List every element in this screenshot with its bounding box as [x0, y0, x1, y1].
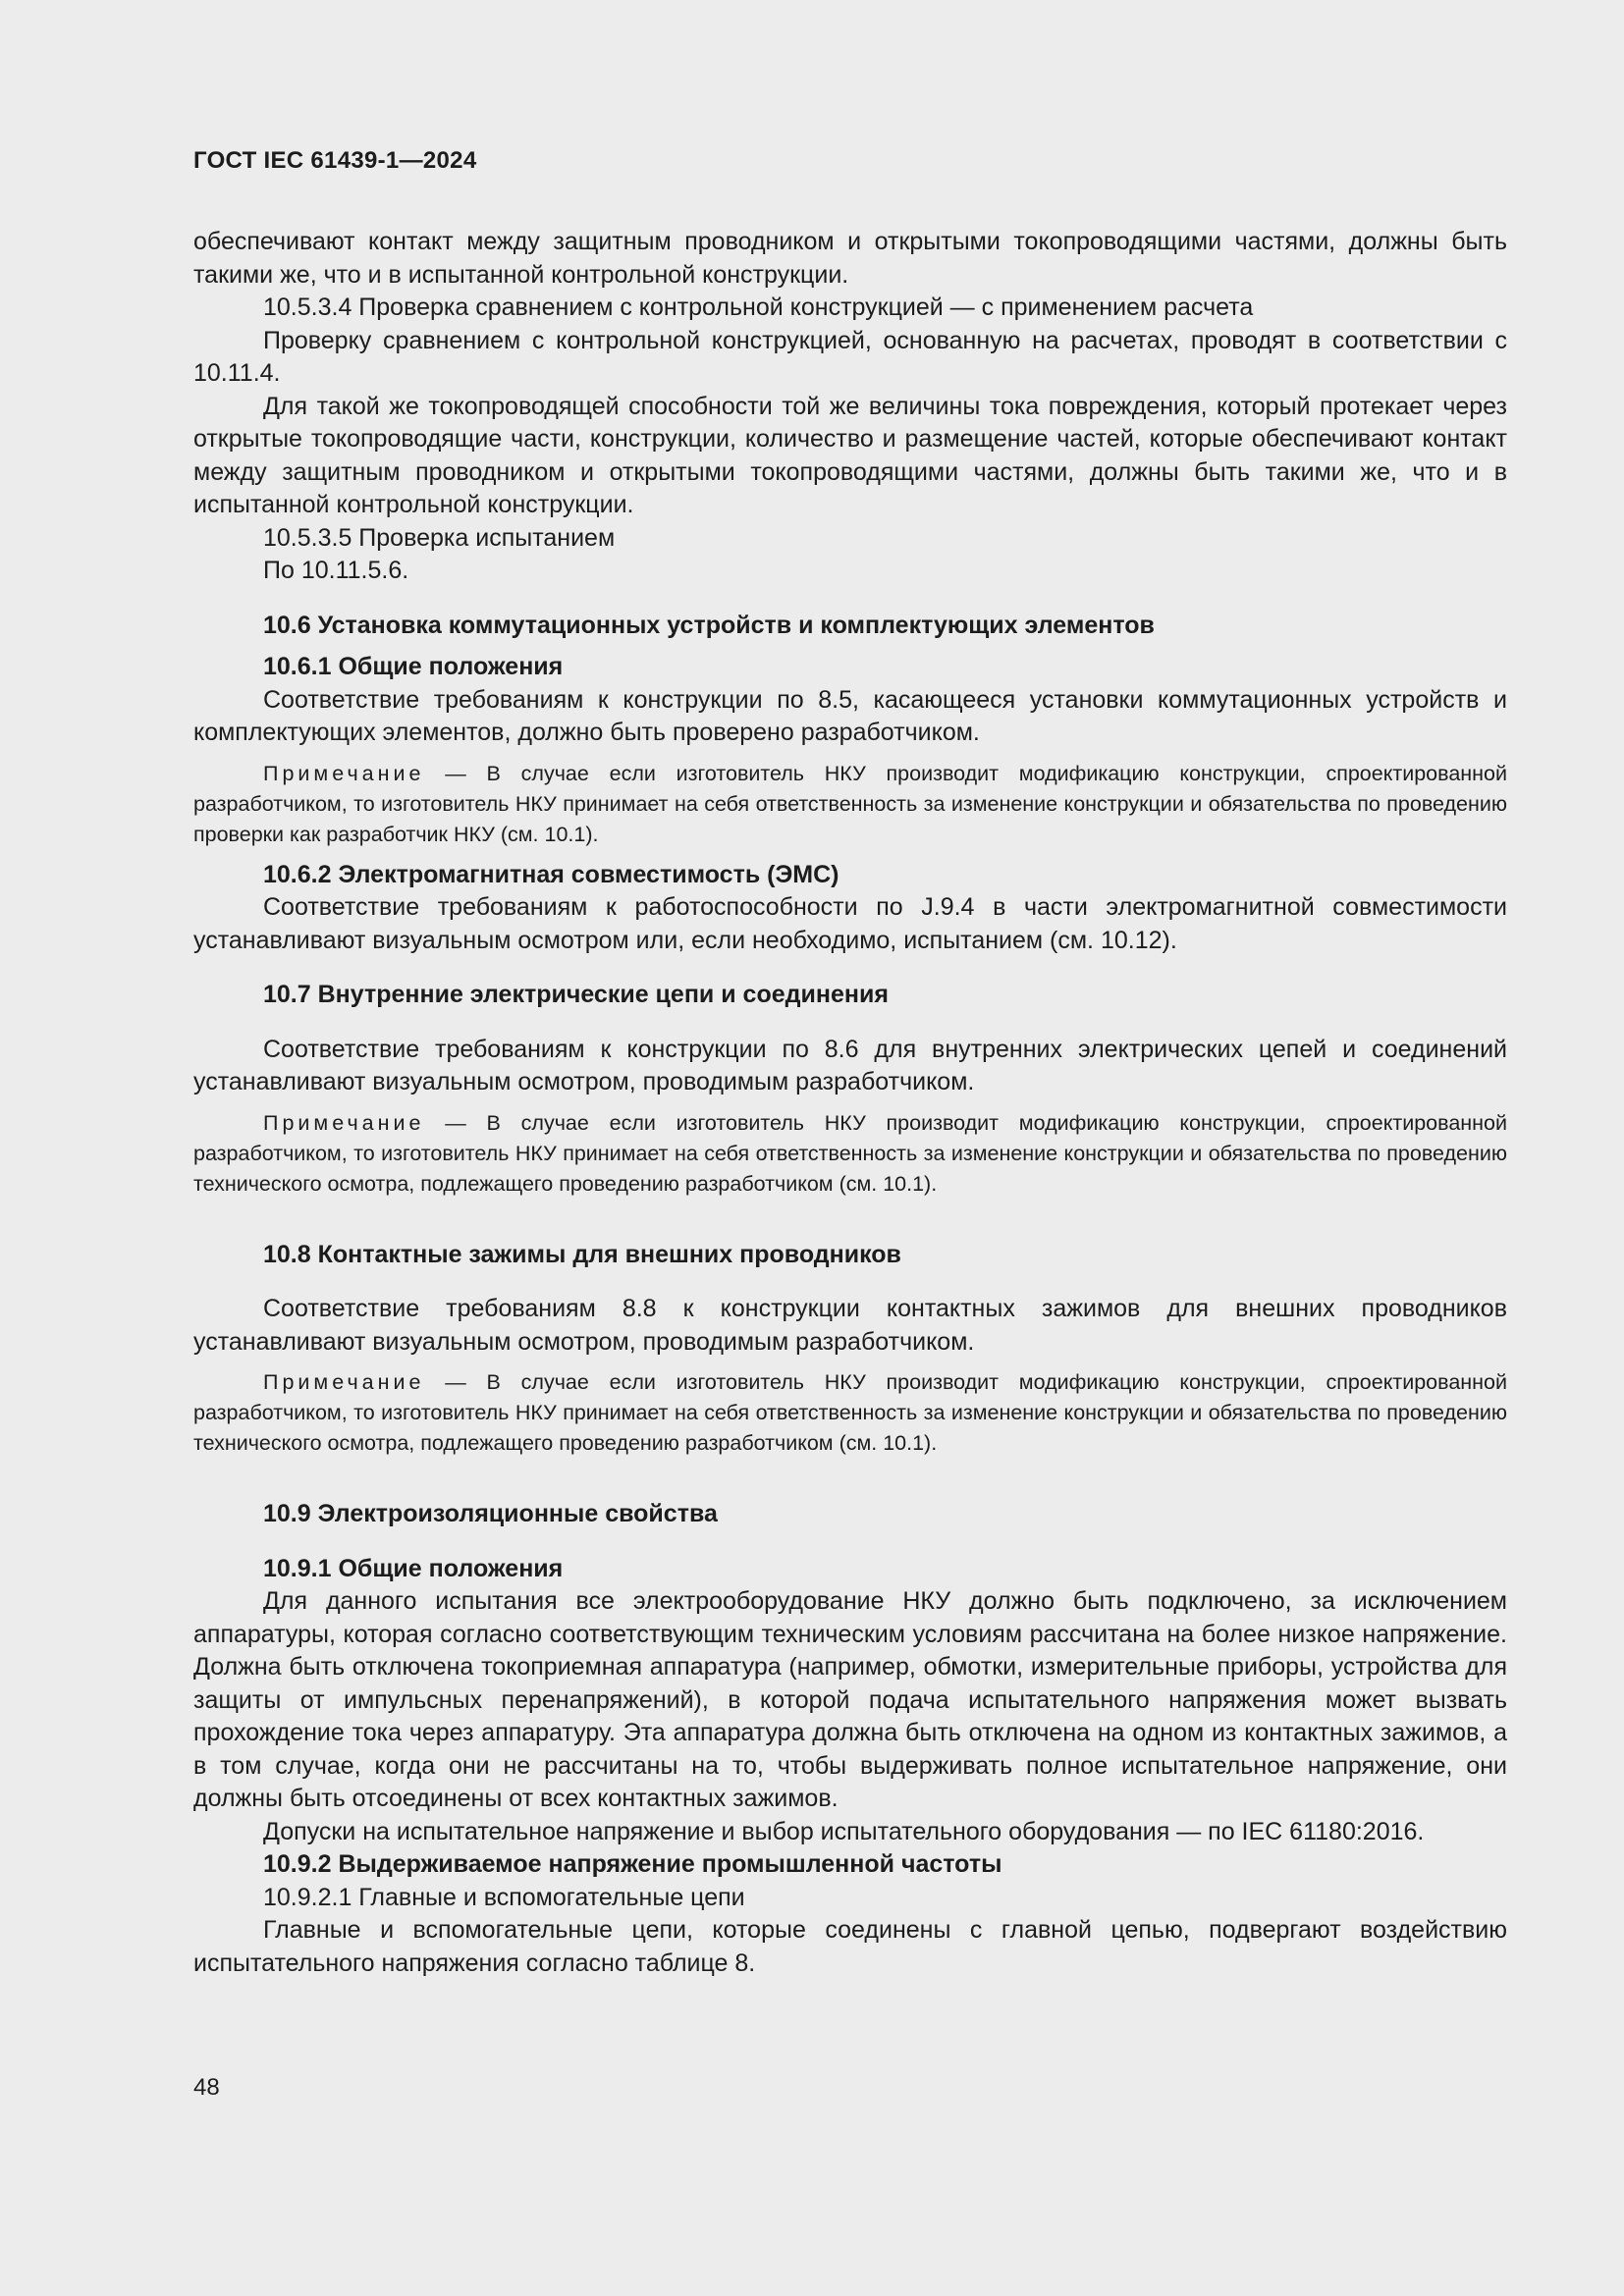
document-body: [193, 226, 1507, 1980]
paragraph: Соответствие требованиям к конструкции по 8.5, касающееся установки коммутационных устройств и комплектующих элементов, должно быть проверено разработчиком.: [193, 685, 1507, 746]
paragraph: Соответствие требованиям 8.8 к конструкции контактных зажимов для внешних проводников устанавливают визуальным осмотром, проводимым разработчиком.: [193, 1295, 1507, 1356]
paragraph: Допуски на испытательное напряжение и выбор испытательного оборудования — по IEC 61180:2016.: [263, 1817, 1425, 1845]
paragraph: Проверку сравнением с контрольной конструкцией, основанную на расчетах, проводят в соответствии с 10.11.4.: [193, 326, 1507, 387]
clause-10-9-2-1-title: 10.9.2.1 Главные и вспомогательные цепи: [263, 1883, 745, 1911]
note: [193, 759, 1507, 850]
note-text: — В случае если изготовитель НКУ производит модификацию конструкции, спроектированной разработчиком, то изготовитель НКУ принимает на себя ответственность за изменение конструкции и обязательства по проведению технического осмотра, подлежащего проведению разработчиком (см. 10.1).: [193, 1110, 1507, 1196]
note-text: — В случае если изготовитель НКУ производит модификацию конструкции, спроектированной разработчиком, то изготовитель НКУ принимает на себя ответственность за изменение конструкции и обязательства по проведению технического осмотра, подлежащего проведению разработчиком (см. 10.1).: [193, 1370, 1507, 1455]
paragraph: обеспечивают контакт между защитным проводником и открытыми токопроводящими частями, должны быть такими же, что и в испытанной контрольной конструкции.: [193, 228, 1507, 289]
clause-10-5-3-5-title: 10.5.3.5 Проверка испытанием: [263, 523, 616, 552]
clause-10-5-3-4-title: 10.5.3.4 Проверка сравнением с контрольной конструкцией — с применением расчета: [263, 294, 1254, 321]
page-number: 48: [193, 2074, 220, 2101]
section-heading-10-9: 10.9 Электроизоляционные свойства: [263, 1500, 718, 1527]
note-label: Примечание: [263, 1370, 425, 1394]
paragraph: По 10.11.5.6.: [263, 557, 409, 584]
document-header: ГОСТ IEC 61439-1—2024: [193, 147, 477, 174]
subsection-heading-10-9-1: 10.9.1 Общие положения: [263, 1554, 564, 1582]
subsection-heading-10-6-2: 10.6.2 Электромагнитная совместимость (ЭМС): [263, 860, 839, 888]
section-heading-10-7: 10.7 Внутренние электрические цепи и соединения: [263, 981, 889, 1008]
note-text: — В случае если изготовитель НКУ производит модификацию конструкции, спроектированной разработчиком, то изготовитель НКУ принимает на себя ответственность за изменение конструкции и обязательства по проведению проверки как разработчик НКУ (см. 10.1).: [193, 761, 1507, 846]
section-heading-10-8: 10.8 Контактные зажимы для внешних проводников: [263, 1240, 901, 1268]
paragraph: Для данного испытания все электрооборудование НКУ должно быть подключено, за исключением аппаратуры, которая согласно соответствующим техническим условиям рассчитана на более низкое напряжение. Должна быть отключена токоприемная аппаратура (например, обмотки, измерительные приборы, устройства для защиты от импульсных перенапряжений), в которой подача испытательного напряжения может вызвать прохождение тока через аппаратуру. Эта аппаратура должна быть отключена на одном из контактных зажимов, а в том случае, когда они не рассчитаны на то, чтобы выдерживать полное испытательное напряжение, они должны быть отсоединены от всех контактных зажимов.: [193, 1587, 1507, 1812]
paragraph: Главные и вспомогательные цепи, которые соединены с главной цепью, подвергают воздействию испытательного напряжения согласно таблице 8.: [193, 1916, 1507, 1977]
note: [193, 1367, 1507, 1459]
note-label: Примечание: [263, 1110, 425, 1135]
section-heading-10-6: 10.6 Установка коммутационных устройств и комплектующих элементов: [263, 611, 1155, 639]
subsection-heading-10-6-1: 10.6.1 Общие положения: [263, 653, 564, 680]
document-page: [193, 0, 1507, 2296]
note: [193, 1108, 1507, 1200]
paragraph: Соответствие требованиям к работоспособности по J.9.4 в части электромагнитной совместимости устанавливают визуальным осмотром или, если необходимо, испытанием (см. 10.12).: [193, 893, 1507, 954]
paragraph: Соответствие требованиям к конструкции по 8.6 для внутренних электрических цепей и соединений устанавливают визуальным осмотром, проводимым разработчиком.: [193, 1035, 1507, 1095]
subsection-heading-10-9-2: 10.9.2 Выдерживаемое напряжение промышленной частоты: [263, 1850, 1002, 1878]
note-label: Примечание: [263, 761, 425, 785]
paragraph: Для такой же токопроводящей способности той же величины тока повреждения, который протекает через открытые токопроводящие части, конструкции, количество и размещение частей, которые обеспечивают контакт между защитным проводником и открытыми токопроводящими частями, должны быть такими же, что и в испытанной контрольной конструкции.: [193, 392, 1507, 518]
